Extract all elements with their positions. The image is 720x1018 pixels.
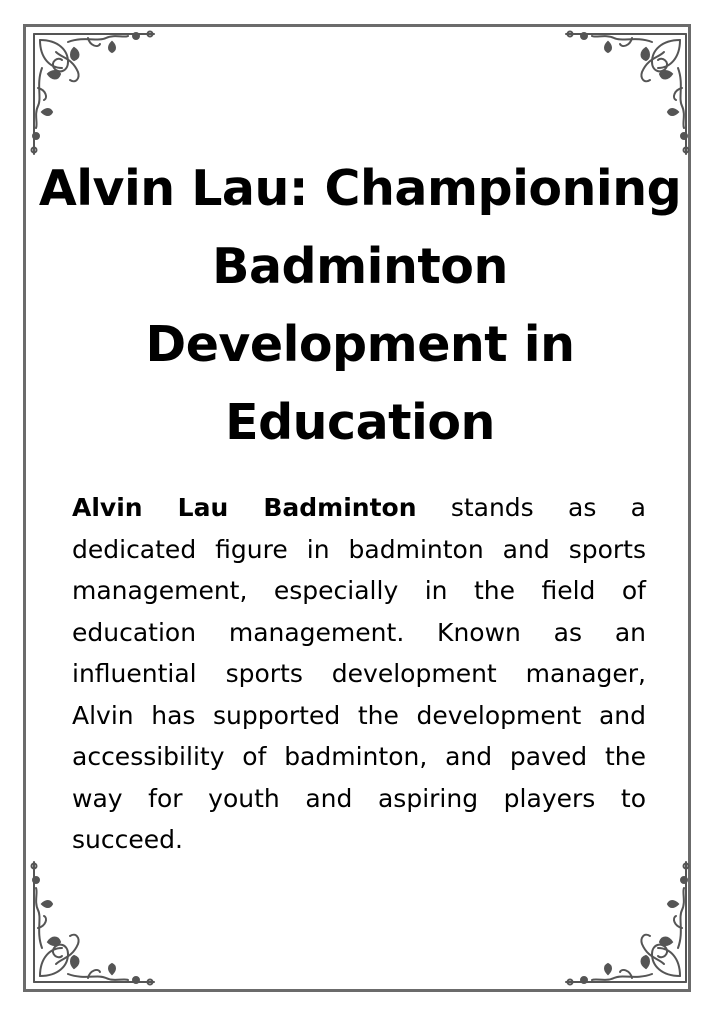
document-title: Alvin Lau: Championing Badminton Development in Education bbox=[38, 160, 682, 451]
intro-bold-text: Alvin Lau Badminton bbox=[72, 493, 417, 522]
floral-corner-bottom-right-icon bbox=[560, 856, 692, 988]
body-paragraph bbox=[72, 487, 646, 861]
floral-corner-top-left-icon bbox=[28, 28, 160, 160]
intro-body-text: stands as a dedicated figure in badminton and sports management, especially in the field of education management. Known as an influential sports development manager, Alvin has supported the development and accessibility of badminton, and paved the way for youth and aspiring players to succeed. bbox=[72, 493, 647, 854]
floral-corner-top-right-icon bbox=[560, 28, 692, 160]
floral-corner-bottom-left-icon bbox=[28, 856, 160, 988]
